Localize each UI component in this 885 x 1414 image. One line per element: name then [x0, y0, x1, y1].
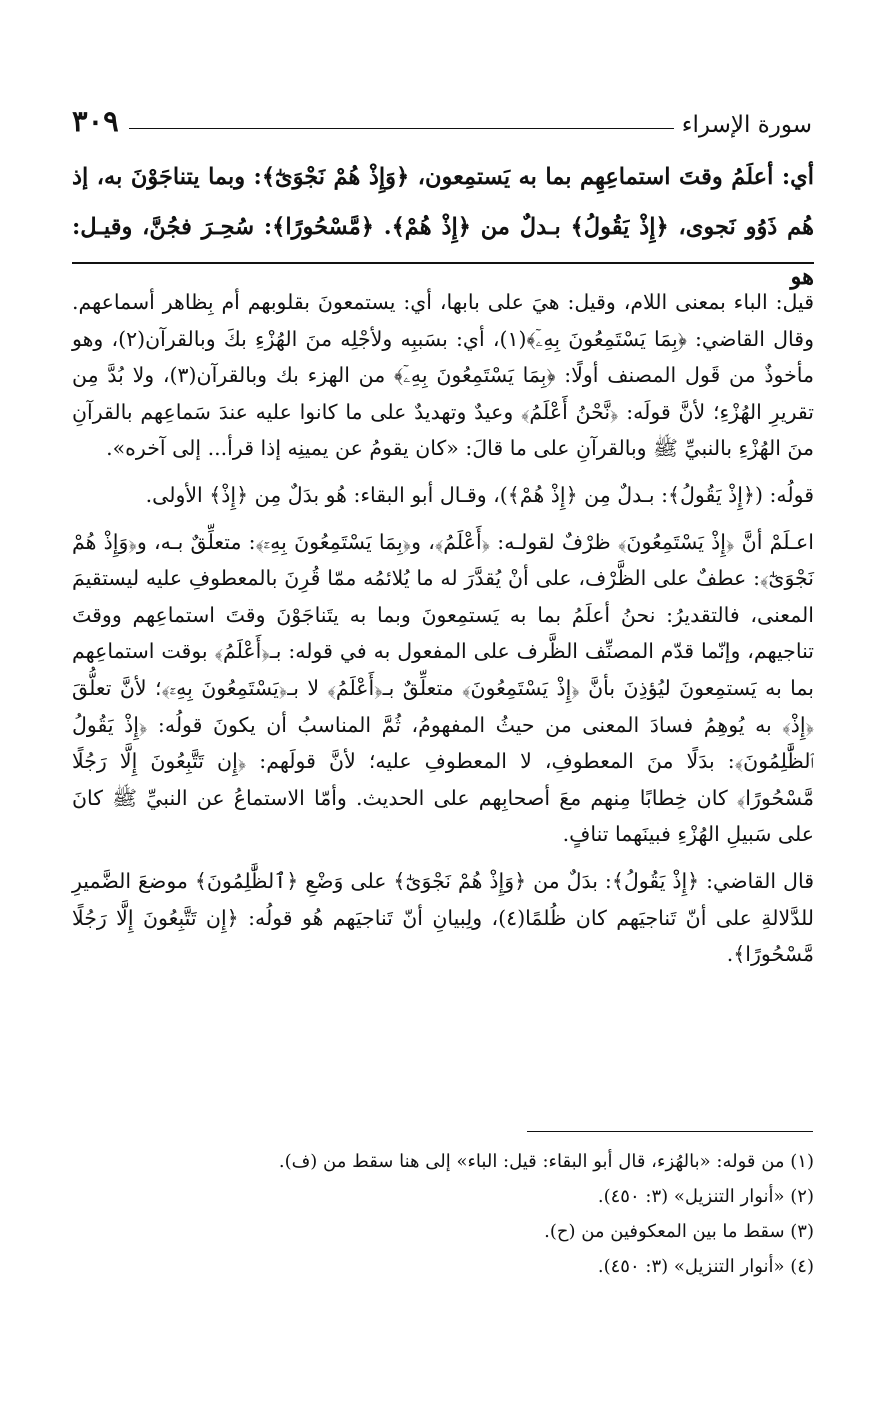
header-rule — [129, 128, 674, 129]
commentary-paragraph: قولُه: (﴿إِذْ يَقُولُ﴾: بـدلٌ مِن ﴿إِذْ هُمْ﴾)، وقـال أبو البقاء: هُو بدَلٌ مِن ﴿إِذْ﴾ الأولى. — [145, 482, 814, 507]
commentary-paragraph: قال القاضي: ﴿إِذْ يَقُولُ﴾: بدَلٌ من ﴿وَإِذْ هُمْ نَجْوَىٰٓ﴾ على وَضْعِ ﴿ٱلظَّٰلِمُونَ﴾ موضعَ الضَّميرِ للدَّلالةِ على أنّ تَناجيَهم كان ظُلمًا(٤)، ولِبيانِ أنّ تَناجيَهم هُو قولُه: ﴿إِن تَتَّبِعُونَ إِلَّا رَجُلًا مَّسْحُورًا﴾. — [72, 868, 814, 967]
footnote: (٢) «أنوار التنزيل» (٣: ٤٥٠). — [597, 1186, 814, 1207]
surah-title: سورة الإسراء — [681, 112, 812, 138]
footnote: (٣) سقط ما بين المعكوفين من (ح). — [544, 1221, 814, 1242]
commentary-block — [72, 284, 814, 983]
commentary-paragraph: قيل: الباء بمعنى اللام، وقيل: هيَ على بابها، أي: يستمعونَ بقلوبهم أم بِظاهر أسماعهم. وقال القاضي: ﴿بِمَا يَسْتَمِعُونَ بِهِۦٓ﴾(١)، أي: بسَببِه ولأجْلِه منَ الهُزْءِ بكَ وبالقرآن(٢)، وهو مأخوذٌ من قَول المصنف أولًا: ﴿بِمَا يَسْتَمِعُونَ بِهِۦٓ﴾ من الهزء بك وبالقرآن(٣)، ولا بُدَّ مِن تقريرِ الهُزْءِ؛ لأنَّ قولَه: ﴿نَّحْنُ أَعْلَمُ﴾ وعيدٌ وتهديدٌ على ما كانوا عليه عندَ سَماعِهم بالقرآنِ منَ الهُزْءِ بالنبيِّ ﷺ وبالقرآنِ على ما قالَ: «كان يقومُ عن يمينِه إذا قرأ... إلى آخره». — [72, 290, 814, 461]
running-header — [72, 98, 812, 138]
footnote-divider — [527, 1131, 813, 1132]
main-text-divider — [72, 262, 814, 264]
main-text-block — [72, 152, 814, 302]
footnote: (١) من قوله: «بالهُزء، قال أبو البقاء: قيل: الباء» إلى هنا سقط من (ف). — [278, 1151, 814, 1172]
page-number: ٣٠٩ — [72, 104, 119, 138]
commentary-paragraph: اعـلَمْ أنَّ ﴿إِذْ يَسْتَمِعُونَ﴾ ظرْفٌ لقولـه: ﴿أَعْلَمُ﴾، و﴿بِمَا يَسْتَمِعُونَ بِهِۦٓ﴾: متعلِّقٌ بـه، و﴿وَإِذْ هُمْ نَجْوَىٰٓ﴾: عطفٌ على الظَّرْف، على أنْ يُقدَّرَ له ما يُلائمُه ممّا قُرِنَ بالمعطوفِ عليه ليستقيمَ المعنى، فالتقديرُ: نحنُ أعلَمُ بما به يَستمِعونَ وبما به يتَناجَوْنَ وقتَ استماعِهم ووقتَ تناجيهم، وإنّما قدّم المصنِّف الظَّرف على المفعول به في قوله: بـ﴿أَعْلَمُ﴾ بوقت استماعِهم بما به يَستمِعونَ ليُؤذِنَ بأنَّ ﴿إِذْ يَسْتَمِعُونَ﴾ متعلِّقٌ بـ﴿أَعْلَمُ﴾ لا بـ﴿يَسْتَمِعُونَ بِهِۦٓ﴾؛ لأنَّ تعلُّقَ ﴿إِذْ﴾ به يُوهِمُ فسادَ المعنى من حيثُ المفهومُ، ثُمَّ المناسبُ أن يكونَ قولُه: ﴿إِذْ يَقُولُ ٱلظَّٰلِمُونَ﴾: بدَلًا منَ المعطوفِ، لا المعطوفِ عليه؛ لأنَّ قولَهم: ﴿إِن تَتَّبِعُونَ إِلَّا رَجُلًا مَّسْحُورًا﴾ كان خِطابًا مِنهم معَ أصحابِهم على الحديث. وأمّا الاستماعُ عن النبيِّ ﷺ كانَ على سَبيلِ الهُزْءِ فبينَهما تنافٍ. — [72, 529, 814, 847]
footnotes-block — [72, 1144, 814, 1284]
footnote: (٤) «أنوار التنزيل» (٣: ٤٥٠). — [597, 1256, 814, 1277]
main-text: أي: أعلَمُ وقتَ استماعِهِم بما به يَستمِعون، ﴿وَإِذْ هُمْ نَجْوَىٰٓ﴾: وبما يتناجَوْنَ به، إذ هُم ذَوُو نَجوى، ﴿إِذْ يَقُولُ﴾ بـدلٌ من ﴿إِذْ هُمْ﴾. ﴿مَّسْحُورًا﴾: سُحِـرَ فجُنَّ، وقيـل: هو — [72, 164, 814, 290]
